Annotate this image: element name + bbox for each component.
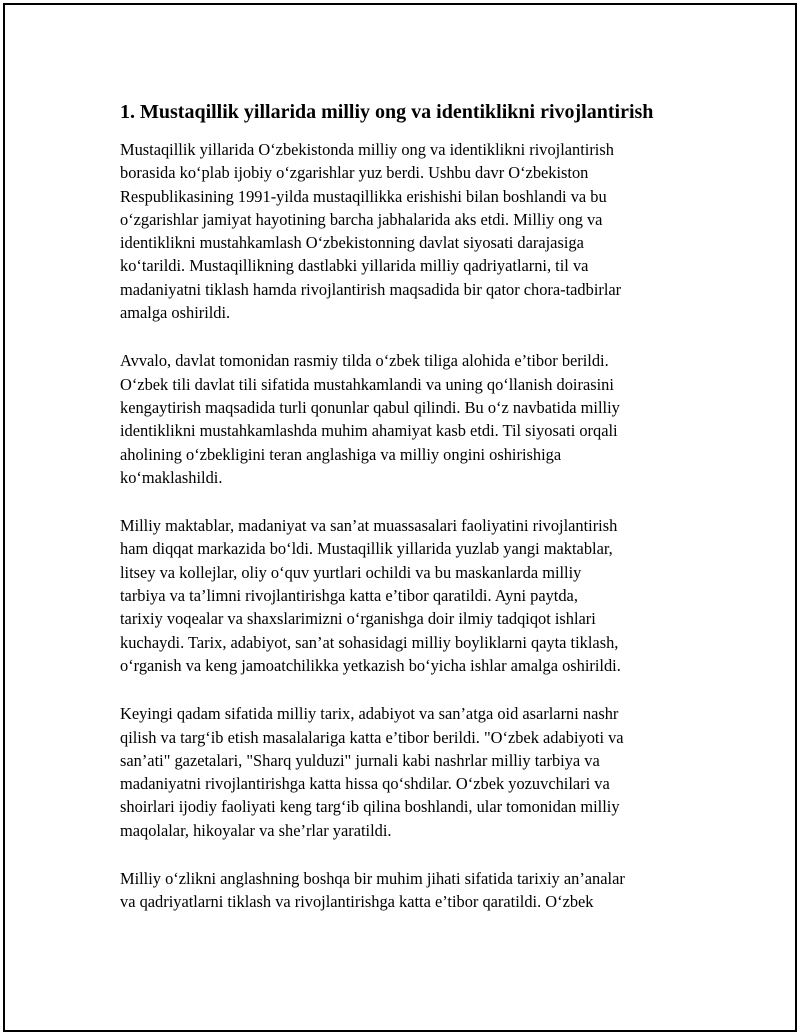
text-line: tarbiya va ta’limni rivojlantirishga katta e’tibor qaratildi. Ayni paytda, — [120, 586, 578, 606]
text-line: O‘zbek tili davlat tili sifatida mustahkamlandi va uning qo‘llanish doirasini — [120, 374, 614, 394]
text-line: borasida ko‘plab ijobiy o‘zgarishlar yuz berdi. Ushbu davr O‘zbekiston — [120, 163, 589, 183]
paragraph-3 — [120, 514, 700, 677]
paragraph-1 — [120, 138, 700, 324]
text-line: Milliy maktablar, madaniyat va san’at muassasalari faoliyatini rivojlantirish — [120, 516, 618, 536]
text-line: Keyingi qadam sifatida milliy tarix, adabiyot va san’atga oid asarlarni nashr — [120, 704, 619, 724]
text-line: kuchaydi. Tarix, adabiyot, san’at sohasidagi milliy boyliklarni qayta tiklash, — [120, 632, 619, 652]
text-line: qilish va targ‘ib etish masalalariga katta e’tibor berildi. "O‘zbek adabiyoti va — [120, 727, 624, 747]
text-line: identiklikni mustahkamlash O‘zbekistonning davlat siyosati darajasiga — [120, 233, 584, 253]
text-line: identiklikni mustahkamlashda muhim ahamiyat kasb etdi. Til siyosati orqali — [120, 421, 618, 441]
paragraph-5 — [120, 867, 700, 914]
text-line: Respublikasining 1991-yilda mustaqillikka erishishi bilan boshlandi va bu — [120, 186, 607, 206]
text-line: Mustaqillik yillarida O‘zbekistonda milliy ong va identiklikni rivojlantirish — [120, 140, 614, 159]
text-line: madaniyatni tiklash hamda rivojlantirish maqsadida bir qator chora-tadbirlar — [120, 279, 622, 299]
text-line: kengaytirish maqsadida turli qonunlar qabul qilindi. Bu o‘z navbatida milliy — [120, 397, 620, 417]
text-line: Avvalo, davlat tomonidan rasmiy tilda o‘zbek tiliga alohida e’tibor berildi. — [120, 351, 609, 371]
text-line: shoirlari ijodiy faoliyati keng targ‘ib qilina boshlandi, ular tomonidan milliy — [120, 797, 620, 817]
text-line: va qadriyatlarni tiklash va rivojlantirishga katta e’tibor qaratildi. O‘zbek — [120, 892, 594, 912]
text-line: san’ati" gazetalari, "Sharq yulduzi" jurnali kabi nashrlar milliy tarbiya va — [120, 750, 600, 770]
text-line: ko‘tarildi. Mustaqillikning dastlabki yillarida milliy qadriyatlarni, til va — [120, 256, 589, 276]
text-line: maqolalar, hikoyalar va she’rlar yaratildi. — [120, 820, 392, 840]
text-line: o‘rganish va keng jamoatchilikka yetkazish bo‘yicha ishlar amalga oshirildi. — [120, 655, 621, 675]
page-frame — [3, 3, 797, 1032]
text-line: tarixiy voqealar va shaxslarimizni o‘rganishga doir ilmiy tadqiqot ishlari — [120, 609, 596, 629]
text-line: ham diqqat markazida bo‘ldi. Mustaqillik yillarida yuzlab yangi maktablar, — [120, 539, 613, 559]
text-line: litsey va kollejlar, oliy o‘quv yurtlari ochildi va bu maskanlarda milliy — [120, 562, 582, 582]
text-line: amalga oshirildi. — [120, 303, 231, 323]
text-line: Milliy o‘zlikni anglashning boshqa bir muhim jihati sifatida tarixiy an’analar — [120, 869, 625, 889]
text-line: aholining o‘zbekligini teran anglashiga va milliy ongini oshirishiga — [120, 444, 562, 464]
document-body — [120, 99, 700, 939]
section-heading: 1. Mustaqillik yillarida milliy ong va identiklikni rivojlantirish — [120, 101, 654, 123]
paragraph-4 — [120, 702, 700, 842]
text-line: ko‘maklashildi. — [120, 467, 223, 487]
text-line: o‘zgarishlar jamiyat hayotining barcha jabhalarida aks etdi. Milliy ong va — [120, 209, 603, 229]
paragraph-2 — [120, 349, 700, 489]
text-line: madaniyatni rivojlantirishga katta hissa qo‘shdilar. O‘zbek yozuvchilari va — [120, 774, 610, 794]
